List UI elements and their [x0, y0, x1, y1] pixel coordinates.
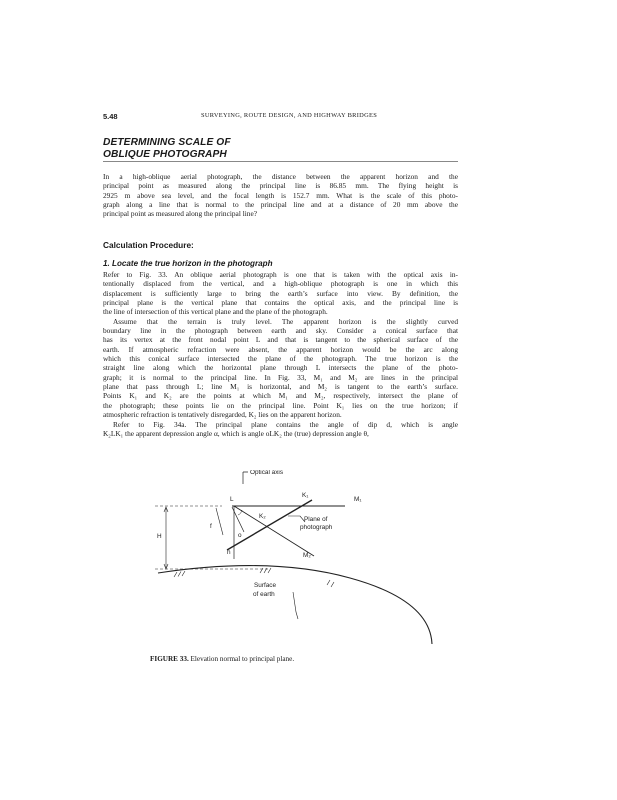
paragraph-line: tentionally displaced from the vertical, and a high-oblique photograph is one in which this [103, 279, 458, 289]
section-title [103, 137, 458, 160]
paragraph-line: Refer to Fig. 33. An oblique aerial photograph is one that is taken with the optical axis in- [103, 270, 458, 279]
paragraph-line: the line of intersection of this vertical plane and the plane of the photograph. [103, 307, 328, 317]
paragraph-line: displacement is sufficiently large to bring the earth’s surface into view. By definition, the [103, 288, 458, 298]
paragraph-line: Assume that the terrain is truly level. The apparent horizon is the slightly curved [113, 316, 458, 326]
section-title-line-1: DETERMINING SCALE OF [103, 137, 231, 148]
label-plane-line2: photograph [300, 524, 333, 531]
problem-line: principal point as measured along the principal line is 86.85 mm. The flying height is [103, 181, 458, 191]
paragraph-line: earth. If atmospheric refraction were absent, the apparent horizon would be the arc along [103, 344, 458, 354]
label-surface-line2: of earth [253, 591, 275, 598]
step-heading: 1. Locate the true horizon in the photograph [103, 259, 273, 268]
label-f: f [210, 523, 212, 530]
procedure-heading: Calculation Procedure: [103, 240, 194, 250]
paragraph-line: the photograph; these points lie on the principal line. Point K₁ lies on the true horizon; if [103, 400, 458, 410]
page-number: 5.48 [103, 112, 118, 121]
step-body [103, 270, 458, 438]
label-n: n [227, 549, 231, 556]
paragraph-line: has its vertex at the front nodal point L and that is tangent to the spherical surface of the [103, 335, 458, 345]
label-L: L [230, 496, 234, 503]
label-o: o [238, 532, 242, 539]
paragraph-line: straight line along which the horizontal plane through L intersects the plane of the photo- [103, 363, 458, 373]
paragraph-line: boundary line in the photograph between earth and sky. Consider a conical surface that [103, 326, 458, 336]
caption-number: FIGURE 33. [150, 655, 189, 663]
paragraph-line: principal plane is the vertical plane that contains the optical axis, and the principal line is [103, 298, 458, 308]
label-surface-line1: Surface [254, 582, 277, 589]
paragraph-line: graph; it is normal to the principal line. In Fig. 33, M₁ and M₂ are lines in the principal [103, 372, 458, 382]
problem-statement [103, 172, 458, 219]
figure-caption [150, 655, 294, 663]
label-K2: K₂ [259, 513, 266, 520]
section-title-line-2: OBLIQUE PHOTOGRAPH [103, 148, 227, 160]
optical-axis-leader [243, 472, 248, 484]
problem-line: graph along a line that is normal to the principal line and at a distance of 20 mm above the [103, 200, 458, 210]
problem-line: 2925 m above sea level, and the focal length is 152.7 mm. What is the scale of this photo- [103, 190, 458, 200]
paragraph-line: Refer to Fig. 34a. The principal plane contains the angle of dip d, which is angle [113, 419, 458, 429]
running-head: SURVEYING, ROUTE DESIGN, AND HIGHWAY BRIDGES [201, 112, 378, 119]
paragraph-line: K₂LK₁ the apparent depression angle α, which is angle oLK₂ the (true) depression angle θ, [103, 428, 369, 438]
label-plane-line1: Plane of [304, 516, 328, 523]
plane-leader [288, 516, 305, 522]
paragraph-line: Points K₁ and K₂ are the points at which M₁ and M₂, respectively, intersect the plane of [103, 391, 458, 401]
label-H: H [157, 533, 162, 540]
paragraph-line: plane that pass through L; line M₁ is horizontal, and M₂ is tangent to the earth’s surface. [103, 382, 458, 392]
problem-line: principal point as measured along the principal line? [103, 209, 257, 219]
surface-leader [293, 592, 298, 619]
m2-line [234, 506, 314, 556]
label-K1: K₁ [302, 492, 309, 499]
focal-length-line [216, 508, 223, 535]
title-rule [103, 161, 458, 162]
caption-text: Elevation normal to principal plane. [190, 655, 295, 663]
paragraph-line: atmospheric refraction is tentatively disregarded, K₂ lies on the apparent horizon. [103, 410, 342, 420]
label-M1: M₁ [354, 496, 362, 503]
problem-line: In a high-oblique aerial photograph, the distance between the apparent horizon and the [103, 172, 458, 181]
figure-33 [150, 470, 450, 650]
optical-axis-label: Optical axis [250, 470, 284, 476]
paragraph-line: which this conical surface intersected the plane of the photograph. The true horizon is the [103, 354, 458, 364]
label-M2: M₂ [303, 552, 311, 559]
elevation-diagram [150, 470, 450, 650]
